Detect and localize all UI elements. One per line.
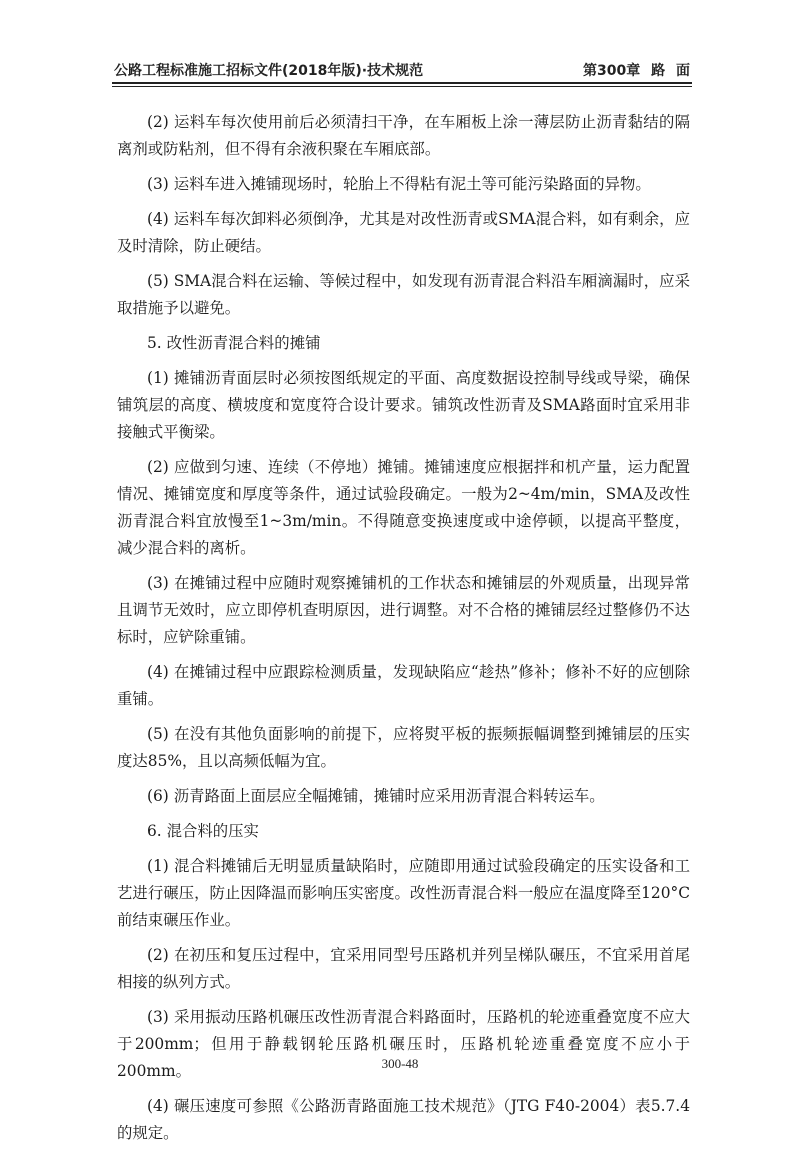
section-heading-compaction: 6. 混合料的压实: [147, 822, 259, 840]
paragraph-paving-3: (3) 在摊铺过程中应随时观察摊铺机的工作状态和摊铺层的外观质量，出现异常且调节无效时，应立即停机查明原因，进行调整。对不合格的摊铺层经过整修仍不达标时，应铲除重铺。: [117, 574, 690, 646]
section-heading-paving: 5. 改性沥青混合料的摊铺: [147, 334, 321, 352]
document-title: 公路工程标准施工招标文件(2018年版)·技术规范: [114, 63, 424, 79]
paragraph-transport-4: (4) 运料车每次卸料必须倒净，尤其是对改性沥青或SMA混合料，如有剩余，应及时清除，防止硬结。: [117, 210, 690, 255]
paragraph-compaction-4: (4) 碾压速度可参照《公路沥青路面施工技术规范》（JTG F40-2004）表5.7.4的规定。: [117, 1097, 690, 1142]
paragraph-transport-5: (5) SMA混合料在运输、等候过程中，如发现有沥青混合料沿车厢滴漏时，应采取措施予以避免。: [117, 272, 690, 317]
paragraph-compaction-2: (2) 在初压和复压过程中，宜采用同型号压路机并列呈梯队碾压，不宜采用首尾相接的纵列方式。: [117, 946, 690, 991]
paragraph-paving-1: (1) 摊铺沥青面层时必须按图纸规定的平面、高度数据设控制导线或导梁，确保铺筑层的高度、横坡度和宽度符合设计要求。铺筑改性沥青及SMA路面时宜采用非接触式平衡梁。: [117, 369, 690, 441]
header-rule-thick: [112, 82, 692, 84]
paragraph-compaction-3: (3) 采用振动压路机碾压改性沥青混合料路面时，压路机的轮迹重叠宽度不应大于200mm；但用于静载钢轮压路机碾压时，压路机轮迹重叠宽度不应小于200mm。: [117, 1008, 690, 1080]
body-text: [117, 109, 690, 1155]
page-number: 300-48: [381, 1056, 419, 1071]
paragraph-paving-6: (6) 沥青路面上面层应全幅摊铺，摊铺时应采用沥青混合料转运车。: [147, 787, 605, 805]
paragraph-compaction-1: (1) 混合料摊铺后无明显质量缺陷时，应随即用通过试验段确定的压实设备和工艺进行碾压，防止因降温而影响压实密度。改性沥青混合料一般应在温度降至120°C前结束碾压作业。: [117, 857, 690, 929]
header-rule-thin: [112, 86, 692, 87]
page-header: [114, 60, 690, 84]
paragraph-paving-4: (4) 在摊铺过程中应跟踪检测质量，发现缺陷应“趁热”修补；修补不好的应刨除重铺。: [117, 663, 690, 708]
paragraph-transport-2: (2) 运料车每次使用前后必须清扫干净，在车厢板上涂一薄层防止沥青黏结的隔离剂或防粘剂，但不得有余液积聚在车厢底部。: [117, 113, 690, 158]
paragraph-paving-5: (5) 在没有其他负面影响的前提下，应将熨平板的振频振幅调整到摊铺层的压实度达85%，且以高频低幅为宜。: [117, 725, 690, 770]
chapter-title: 第300章 路 面: [583, 63, 690, 79]
paragraph-paving-2: (2) 应做到匀速、连续（不停地）摊铺。摊铺速度应根据拌和机产量，运力配置情况、摊铺宽度和厚度等条件，通过试验段确定。一般为2~4m/min，SMA及改性沥青混合料宜放慢至1~3m/min。不得随意变换速度或中途停顿，以提高平整度，减少混合料的离析。: [117, 458, 690, 557]
paragraph-transport-3: (3) 运料车进入摊铺现场时，轮胎上不得粘有泥土等可能污染路面的异物。: [147, 175, 651, 193]
